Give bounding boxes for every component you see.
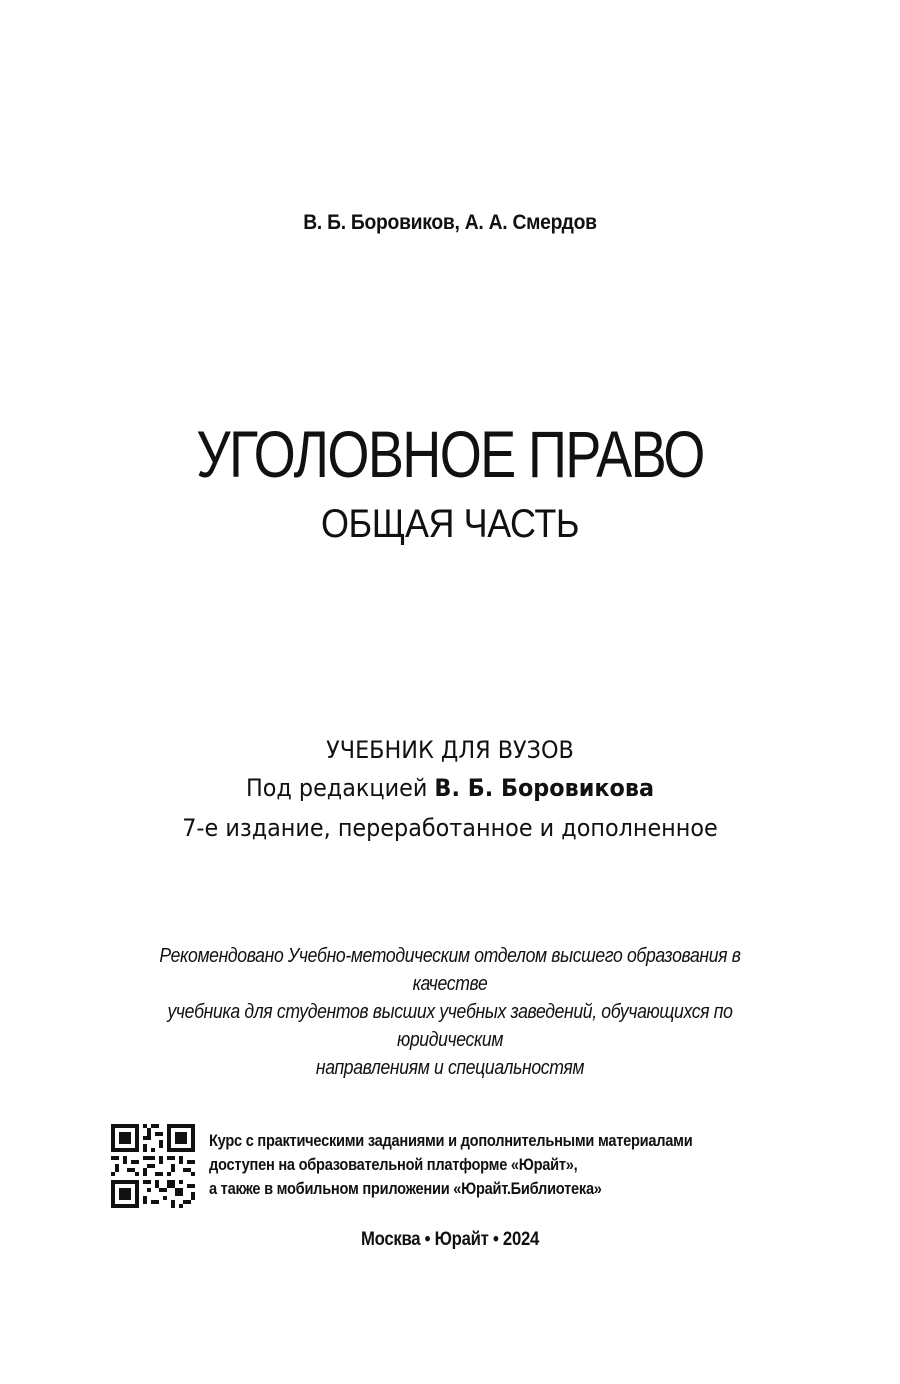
book-title: УГОЛОВНОЕ ПРАВО (196, 417, 704, 491)
course-note-line: Курс с практическими заданиями и дополнительными материалами (209, 1131, 693, 1150)
book-kind: УЧЕБНИК ДЛЯ ВУЗОВ (326, 736, 574, 764)
editor-name: В. Б. Боровикова (434, 774, 655, 802)
editor-line (32, 772, 869, 804)
recommendation-line: Рекомендовано Учебно-методическим отделом высшего образования в качестве (159, 945, 741, 995)
edition-line: 7-е издание, переработанное и дополненное (182, 814, 718, 842)
course-note-line: доступен на образовательной платформе «Юрайт», (209, 1155, 578, 1174)
recommendation-line: учебника для студентов высших учебных заведений, обучающихся по юридическим (167, 1001, 733, 1051)
authors: В. Б. Боровиков, А. А. Смердов (303, 211, 597, 234)
book-subtitle: ОБЩАЯ ЧАСТЬ (320, 502, 580, 546)
recommendation-line: направлениям и специальностям (315, 1057, 585, 1079)
course-note-line: а также в мобильном приложении «Юрайт.Библиотека» (209, 1179, 602, 1198)
recommendation (133, 942, 767, 1082)
course-note (209, 1129, 725, 1201)
editor-prefix: Под редакцией (245, 774, 428, 802)
imprint: Москва • Юрайт • 2024 (360, 1229, 540, 1250)
qr-code-icon (111, 1124, 195, 1208)
